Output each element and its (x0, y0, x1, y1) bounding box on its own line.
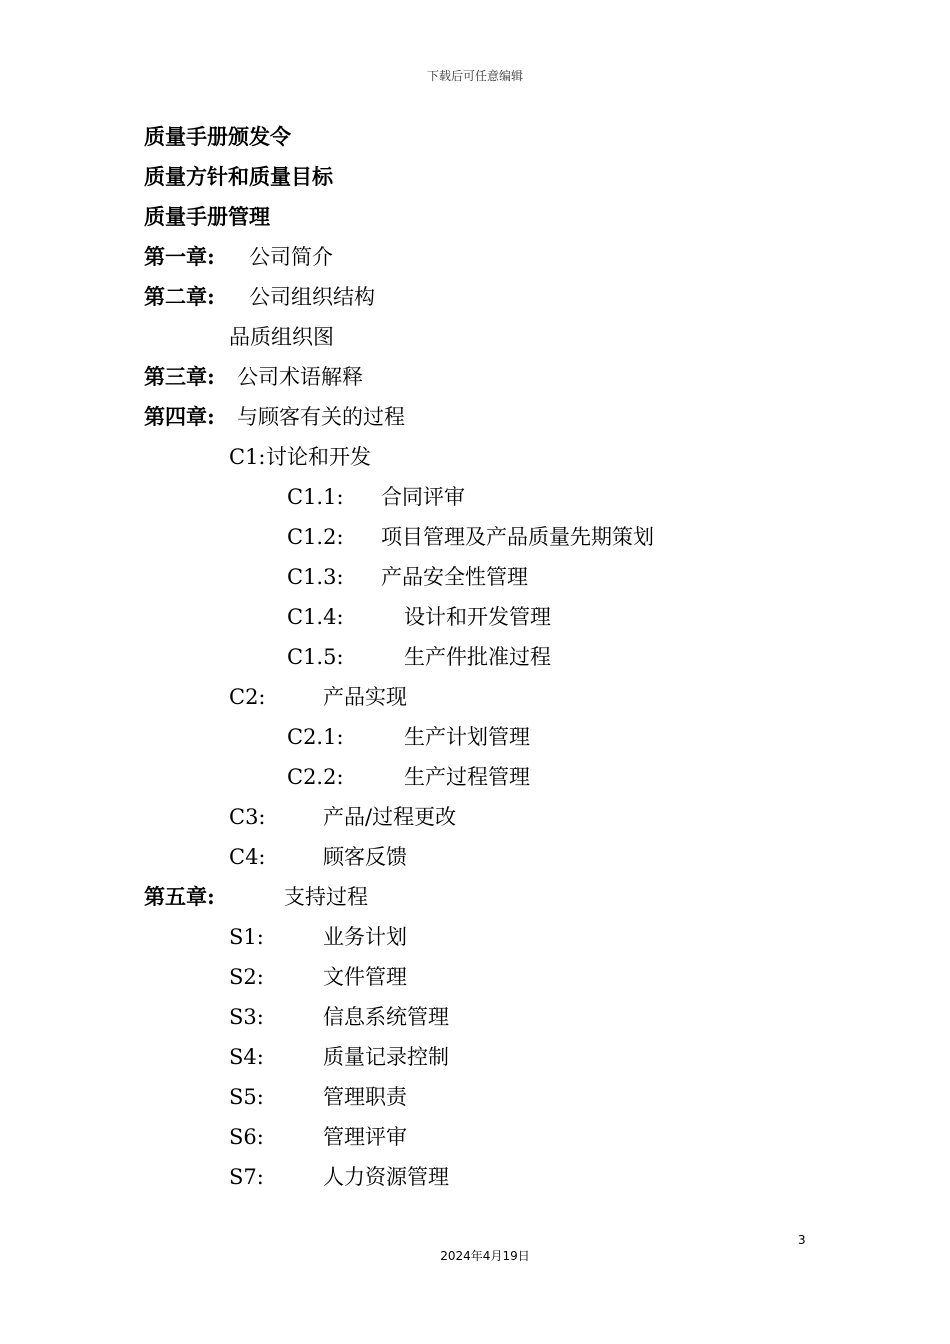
toc-s2-code: S2: (229, 965, 264, 989)
toc-s7-code: S7: (229, 1165, 264, 1189)
footer-date: 2024年4月19日 (440, 1249, 530, 1263)
toc-c2-2-code: C2.2: (287, 765, 344, 789)
toc-c2-code: C2: (229, 685, 266, 709)
toc-policy-objectives: 质量方针和质量目标 (144, 164, 333, 189)
header-note: 下载后可任意编辑 (426, 69, 523, 83)
toc-ch2-label: 第二章: (144, 284, 215, 309)
toc-ch3-label: 第三章: (144, 364, 215, 389)
page-number: 3 (798, 1233, 806, 1247)
toc-ch4-label: 第四章: (144, 404, 215, 429)
toc-c3-code: C3: (229, 805, 266, 829)
toc-c1-3-title: 产品安全性管理 (381, 565, 528, 589)
toc-s4-title: 质量记录控制 (323, 1045, 449, 1069)
toc-ch1-label: 第一章: (144, 244, 215, 269)
toc-c1-4-code: C1.4: (287, 605, 344, 629)
toc-c2-2-title: 生产过程管理 (404, 765, 530, 789)
toc-c2-1-code: C2.1: (287, 725, 344, 749)
toc-ch5-title: 支持过程 (284, 885, 368, 909)
toc-c2-title: 产品实现 (323, 685, 407, 709)
toc-c1-4-title: 设计和开发管理 (404, 605, 551, 629)
toc-s7-title: 人力资源管理 (323, 1165, 449, 1189)
toc-c1-5-title: 生产件批准过程 (404, 645, 551, 669)
toc-ch3-title: 公司术语解释 (237, 365, 363, 389)
toc-manual-management: 质量手册管理 (144, 204, 270, 229)
toc-c4-title: 顾客反馈 (323, 845, 407, 869)
toc-s3-title: 信息系统管理 (323, 1005, 449, 1029)
toc-ch1-title: 公司简介 (249, 245, 333, 269)
toc-s3-code: S3: (229, 1005, 264, 1029)
toc-c1-3-code: C1.3: (287, 565, 344, 589)
toc-s6-title: 管理评审 (323, 1125, 407, 1149)
toc-c1-title: 讨论和开发 (266, 445, 371, 469)
toc-s4-code: S4: (229, 1045, 264, 1069)
toc-ch5-label: 第五章: (144, 884, 215, 909)
toc-s2-title: 文件管理 (323, 965, 407, 989)
toc-c1-2-title: 项目管理及产品质量先期策划 (381, 525, 654, 549)
toc-ch4-title: 与顾客有关的过程 (237, 405, 405, 429)
toc-c1-5-code: C1.5: (287, 645, 344, 669)
toc-s1-title: 业务计划 (323, 925, 407, 949)
toc-ch2-sub: 品质组织图 (229, 325, 334, 349)
toc-c1-2-code: C1.2: (287, 525, 344, 549)
toc-c4-code: C4: (229, 845, 266, 869)
toc-s6-code: S6: (229, 1125, 264, 1149)
toc-s5-code: S5: (229, 1085, 264, 1109)
toc-c1-code: C1: (229, 445, 266, 469)
toc-s1-code: S1: (229, 925, 264, 949)
toc-manual-issue-order: 质量手册颁发令 (144, 124, 291, 149)
toc-ch2-title: 公司组织结构 (249, 285, 375, 309)
toc-c2-1-title: 生产计划管理 (404, 725, 530, 749)
toc-c1-1-code: C1.1: (287, 485, 344, 509)
toc-s5-title: 管理职责 (323, 1085, 407, 1109)
toc-c3-title: 产品/过程更改 (323, 805, 457, 829)
toc-c1-1-title: 合同评审 (381, 485, 465, 509)
